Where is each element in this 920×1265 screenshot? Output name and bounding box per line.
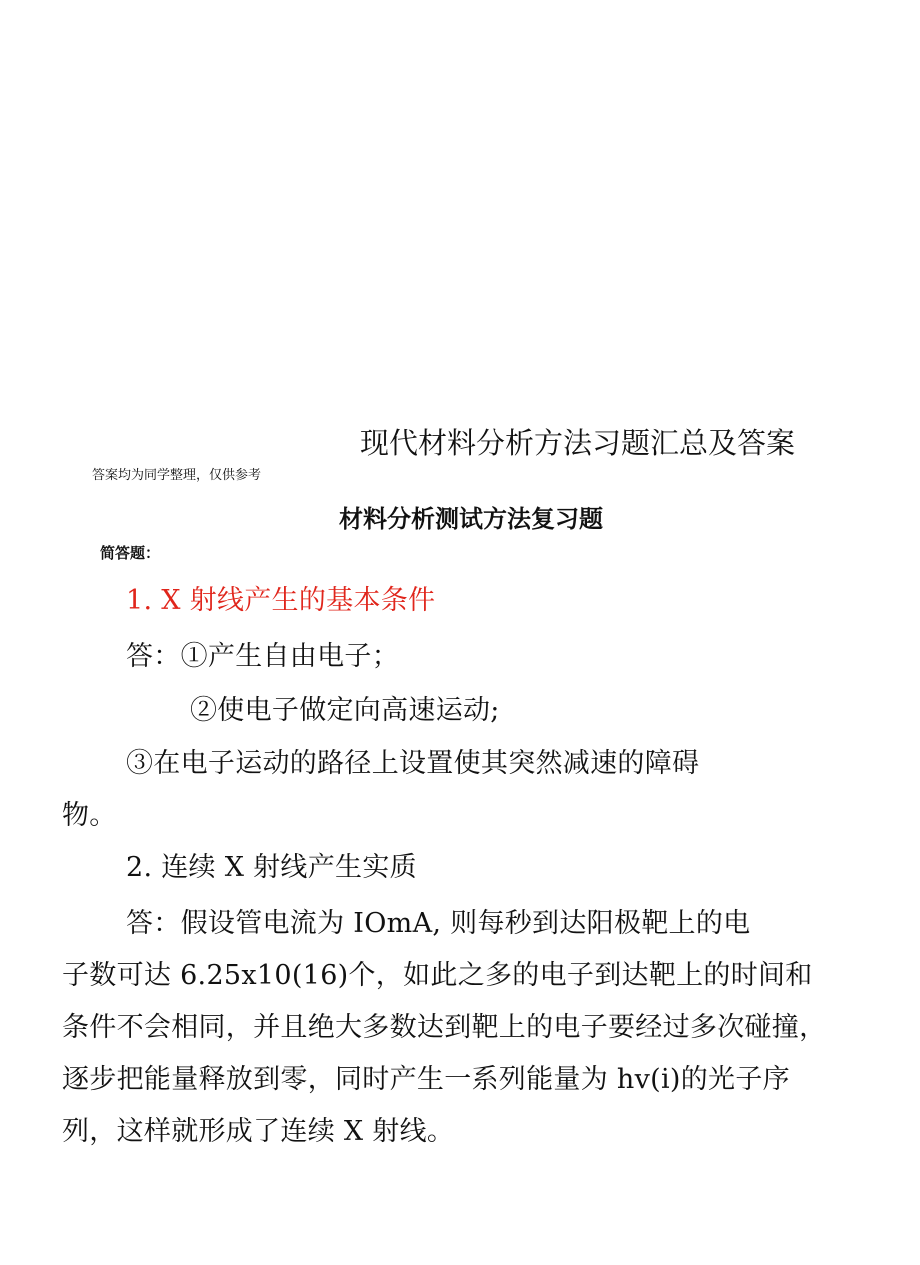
document-subtitle: 材料分析测试方法复习题 xyxy=(339,504,603,533)
answer-1-line-1: 答：①产生自由电子； xyxy=(126,641,399,672)
answer-2-line-2: 子数可达 6.25x10(16)个，如此之多的电子到达靶上的时间和 xyxy=(62,960,813,991)
answer-2-line-3: 条件不会相同，并且绝大多数达到靶上的电子要经过多次碰撞， xyxy=(62,1012,827,1043)
answer-1-line-4: 物。 xyxy=(62,800,117,831)
answer-1-line-3: ③在电子运动的路径上设置使其突然减速的障碍 xyxy=(126,748,700,779)
answer-2-line-5: 列，这样就形成了连续 X 射线。 xyxy=(62,1116,455,1147)
question-2: 2. 连续 X 射线产生实质 xyxy=(126,852,417,883)
answer-2-line-1: 答：假设管电流为 IOmA, 则每秒到达阳极靶上的电 xyxy=(126,908,751,939)
answer-2-line-4: 逐步把能量释放到零，同时产生一系列能量为 hv(i)的光子序 xyxy=(62,1064,790,1095)
answer-1-line-2: ②使电子做定向高速运动; xyxy=(190,695,500,726)
document-title: 现代材料分析方法习题汇总及答案 xyxy=(360,426,796,460)
question-1: 1. X 射线产生的基本条件 xyxy=(126,585,436,616)
author-note: 答案均为同学整理，仅供参考 xyxy=(92,468,262,483)
section-label: 简答题： xyxy=(100,544,161,562)
